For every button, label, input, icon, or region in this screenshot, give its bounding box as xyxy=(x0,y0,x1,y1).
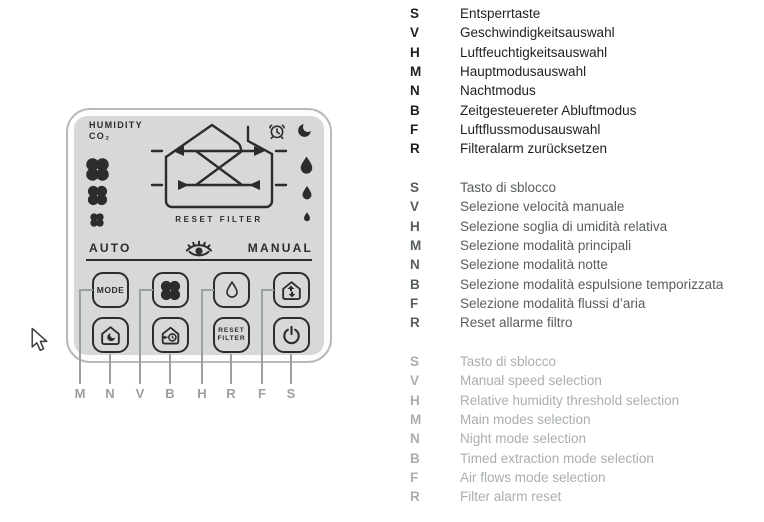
legend-description: Selezione modalità espulsione temporizzata xyxy=(460,276,724,292)
legend-row xyxy=(400,468,762,487)
auto-label: AUTO xyxy=(89,241,132,255)
eye-icon xyxy=(184,238,214,259)
legend-description: Relative humidity threshold selection xyxy=(460,392,680,408)
legend-row xyxy=(400,178,762,197)
legend-key-letter: R xyxy=(410,489,420,505)
legend-key-letter: V xyxy=(410,25,420,41)
mouse-cursor xyxy=(31,327,48,353)
humidity-label: HUMIDITY xyxy=(89,120,143,130)
legend-row xyxy=(400,391,762,410)
manual-label: MANUAL xyxy=(247,241,313,255)
reset-filter-diagram-label: RESET FILTER xyxy=(175,215,263,224)
key-letter: B xyxy=(165,386,175,401)
key-letter: R xyxy=(226,386,236,401)
legend-description: Main modes selection xyxy=(460,412,591,428)
house-airflow-icon xyxy=(279,278,304,303)
legend-key-letter: F xyxy=(410,470,419,486)
legend-description: Tasto di sblocco xyxy=(460,354,557,369)
key-letter: F xyxy=(258,386,266,401)
fan-speed-icon-small xyxy=(89,212,105,228)
droplet-outline-icon xyxy=(222,280,242,300)
heat-exchanger-house-diagram xyxy=(140,121,298,213)
power-button xyxy=(273,317,310,353)
legend-description: Reset allarme filtro xyxy=(460,315,573,331)
legend-description: Luftflussmodusauswahl xyxy=(460,122,601,138)
legend-row xyxy=(400,313,762,332)
fan-speed-icon-large xyxy=(84,156,111,183)
legend-description: Selezione modalità principali xyxy=(460,238,632,254)
legend-description: Manual speed selection xyxy=(460,373,602,389)
legend-row xyxy=(400,23,762,42)
legend-row xyxy=(400,81,762,100)
legend-description: Air flows mode selection xyxy=(460,470,606,486)
fan-speed-button xyxy=(152,272,189,308)
legend-row xyxy=(400,43,762,62)
legend-row xyxy=(400,487,762,506)
legend-row xyxy=(400,236,762,255)
timed-extraction-button xyxy=(152,317,189,353)
legend-row xyxy=(400,449,762,468)
legend-row xyxy=(400,255,762,274)
reset-filter-button xyxy=(213,317,250,353)
legend-key-letter: B xyxy=(410,450,420,466)
control-panel-screen xyxy=(74,116,324,355)
humidity-drop-icon-large xyxy=(295,154,318,177)
legend-key-letter: F xyxy=(410,296,419,312)
legend-key-letter: R xyxy=(410,315,420,331)
legend-description: Hauptmodusauswahl xyxy=(460,64,587,80)
legend-key-letter: M xyxy=(410,238,422,254)
humidity-threshold-button xyxy=(213,272,250,308)
power-icon xyxy=(280,324,303,347)
key-letter: S xyxy=(286,386,296,401)
legend-row xyxy=(400,275,762,294)
humidity-co2-label xyxy=(89,120,143,142)
mode-button xyxy=(92,272,129,308)
legend-row xyxy=(400,429,762,448)
legend-key-letter: V xyxy=(410,373,420,389)
legend-description: Geschwindigkeitsauswahl xyxy=(460,25,615,41)
legend-key-letter: M xyxy=(410,64,422,80)
legend-key-letter: S xyxy=(410,354,420,369)
legend-description: Filter alarm reset xyxy=(460,489,562,505)
legend-key-letter: S xyxy=(410,6,420,21)
key-letter: V xyxy=(135,386,145,401)
legend-row xyxy=(400,294,762,313)
co2-label: CO₂ xyxy=(89,131,111,141)
legend-key-letter: N xyxy=(410,257,420,273)
legend-row xyxy=(400,120,762,139)
control-panel xyxy=(66,108,332,363)
fan-icon xyxy=(159,279,182,302)
legend-row xyxy=(400,101,762,120)
legend-row xyxy=(400,197,762,216)
legend-key-letter: H xyxy=(410,44,420,60)
legend-german xyxy=(400,4,762,159)
key-letter: N xyxy=(105,386,115,401)
legend-row xyxy=(400,352,762,371)
legend-description: Night mode selection xyxy=(460,431,587,447)
moon-icon xyxy=(296,121,313,140)
legend-row xyxy=(400,62,762,81)
humidity-drop-icon-medium xyxy=(298,184,316,202)
legend-key-letter: N xyxy=(410,83,420,99)
reset-filter-button-label: RESET FILTER xyxy=(217,327,246,342)
legend-description: Selezione modalità flussi d’aria xyxy=(460,296,646,312)
separator-line xyxy=(86,259,312,261)
legend-key-letter: S xyxy=(410,180,420,195)
legend-description: Luftfeuchtigkeitsauswahl xyxy=(460,44,608,60)
legend-row xyxy=(400,217,762,236)
legend-description: Tasto di sblocco xyxy=(460,180,557,195)
house-timer-extract-icon xyxy=(158,323,183,348)
legend-key-letter: V xyxy=(410,199,420,215)
legend-description: Nachtmodus xyxy=(460,83,536,99)
legend-description: Filteralarm zurücksetzen xyxy=(460,141,608,157)
house-moon-icon xyxy=(98,323,123,348)
legend-key-letter: B xyxy=(410,276,420,292)
key-letter-row xyxy=(0,386,340,406)
legend-row xyxy=(400,139,762,158)
legend-description: Entsperrtaste xyxy=(460,6,541,21)
key-letter: H xyxy=(197,386,207,401)
mode-button-label: MODE xyxy=(96,285,125,295)
air-flows-button xyxy=(273,272,310,308)
legend-key-letter: H xyxy=(410,218,420,234)
legend-description: Selezione soglia di umidità relativa xyxy=(460,218,668,234)
legend-key-letter: F xyxy=(410,122,419,138)
legend-row xyxy=(400,371,762,390)
legend-row xyxy=(400,4,762,23)
legend-key-letter: R xyxy=(410,141,420,157)
legend-key-letter: N xyxy=(410,431,420,447)
legend-description: Selezione modalità notte xyxy=(460,257,608,273)
legend-description: Timed extraction mode selection xyxy=(460,450,654,466)
legend-italian xyxy=(400,178,762,333)
legend-description: Zeitgesteuereter Abluftmodus xyxy=(460,102,637,118)
legend-row xyxy=(400,410,762,429)
legend-key-letter: M xyxy=(410,412,422,428)
legend-key-letter: H xyxy=(410,392,420,408)
night-mode-button xyxy=(92,317,129,353)
legend-english xyxy=(400,352,762,507)
key-letter: M xyxy=(74,386,86,401)
humidity-drop-icon-small xyxy=(301,211,313,223)
fan-speed-icon-medium xyxy=(86,184,109,207)
legend-key-letter: B xyxy=(410,102,420,118)
legend-description: Selezione velocità manuale xyxy=(460,199,625,215)
